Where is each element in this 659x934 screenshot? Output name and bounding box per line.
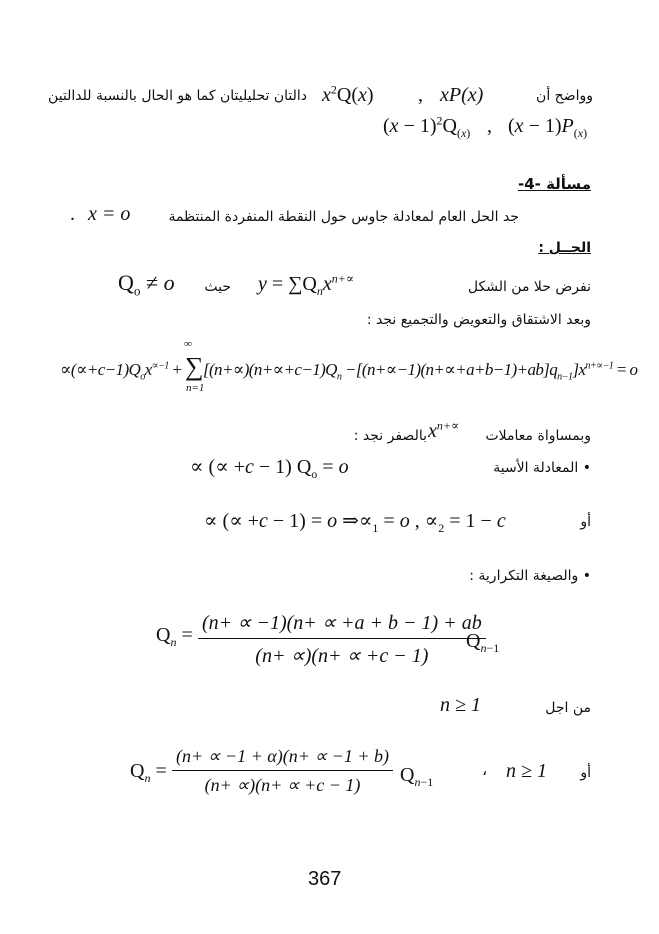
long-eq-sum-bottom: n=1: [186, 382, 205, 394]
equating-text: وبمساواة معاملات: [485, 428, 591, 444]
rec2-rhs: $Q_{n-1}$: [400, 764, 434, 789]
solution-heading: الحــل :: [538, 240, 591, 256]
n-condition-2: n ≥ 1: [506, 760, 547, 782]
comma-2: ,: [487, 115, 492, 137]
rec1-denominator: (n+ ∝)(n+ ∝ +c − 1): [255, 645, 429, 667]
intro-math-xm1q: $(x - 1)^2Q_{(x)}$: [383, 113, 471, 140]
intro-mid: دالتان تحليليتان كما هو الحال بالنسبة للدالتين: [48, 88, 307, 104]
intro-math-xm1p: $(x - 1)P_{(x)}$: [508, 115, 588, 140]
q0-condition: $Q_o \ne o$: [118, 270, 175, 299]
rec2-fraction: [172, 746, 393, 796]
long-eq-sum-top: ∞: [184, 338, 192, 350]
long-equation: [60, 338, 638, 398]
intro-text: [536, 88, 593, 104]
indicial-eq: ∝ (∝ +c − 1) $Q_o = o$: [190, 456, 349, 481]
or-label-2: أو: [580, 765, 591, 781]
rec1-fraction: [198, 610, 486, 668]
assume-text: نفرض حلا من الشكل: [467, 279, 591, 295]
period: .: [70, 203, 75, 225]
indicial-label: • المعادلة الأسية: [493, 460, 591, 476]
equating-x: $x^{n+\propto}$: [428, 418, 460, 442]
rec2-numerator: (n+ ∝ −1 + α)(n+ ∝ −1 + b): [172, 746, 393, 771]
intro-ar: وواضح أن: [536, 88, 593, 104]
comma-3: ،: [482, 762, 488, 779]
rec2-lhs: $Q_n$ =: [130, 760, 167, 785]
rec2-denominator: (n+ ∝)(n+ ∝ +c − 1): [204, 775, 361, 795]
rec1-numerator: (n+ ∝ −1)(n+ ∝ +a + b − 1) + ab: [198, 610, 486, 639]
rec1-rhs: $Q_{n-1}$: [466, 630, 500, 655]
series-form: $y = \sum Q_nx^{n+\propto}$: [258, 271, 354, 298]
problem-point: x = o: [88, 203, 131, 225]
or-label-1: أو: [580, 514, 591, 530]
recurrence-label: • والصيغة التكرارية :: [469, 568, 591, 584]
intro-math-xpx: xP(x): [440, 84, 484, 106]
rec1-lhs: $Q_n$ =: [156, 624, 193, 649]
long-eq-body: $\propto(\propto+c-1)Q_ox^{\propto-1} + \sum[(n+\propto)(n+\propto+c-1)Q_n -[(n+\propto-1)(n+\propto+a+b-1)+ab]q_{n-1}]x^{n+\propto-1} = o$: [60, 352, 638, 383]
n-condition-1: n ≥ 1: [440, 694, 481, 716]
intro-math-x2qx: $x^2Q(x)$: [322, 82, 374, 106]
page-number: 367: [308, 868, 342, 890]
problem-heading: مسألة -4-: [517, 175, 591, 193]
equating-tail: بالصفر نجد :: [353, 428, 427, 444]
roots-eq: ∝ (∝ +c − 1) = o $\Rightarrow\propto_1 = o$ , $\propto_2 = 1 - c$: [204, 510, 506, 535]
problem-statement: جد الحل العام لمعادلة جاوس حول النقطة المنفردة المنتظمة: [168, 209, 519, 225]
comma-1: ,: [418, 84, 423, 106]
after-deriv: وبعد الاشتقاق والتعويض والتجميع نجد :: [366, 312, 591, 328]
for-label: من اجل: [545, 700, 591, 716]
where-text: حيث: [204, 279, 231, 295]
